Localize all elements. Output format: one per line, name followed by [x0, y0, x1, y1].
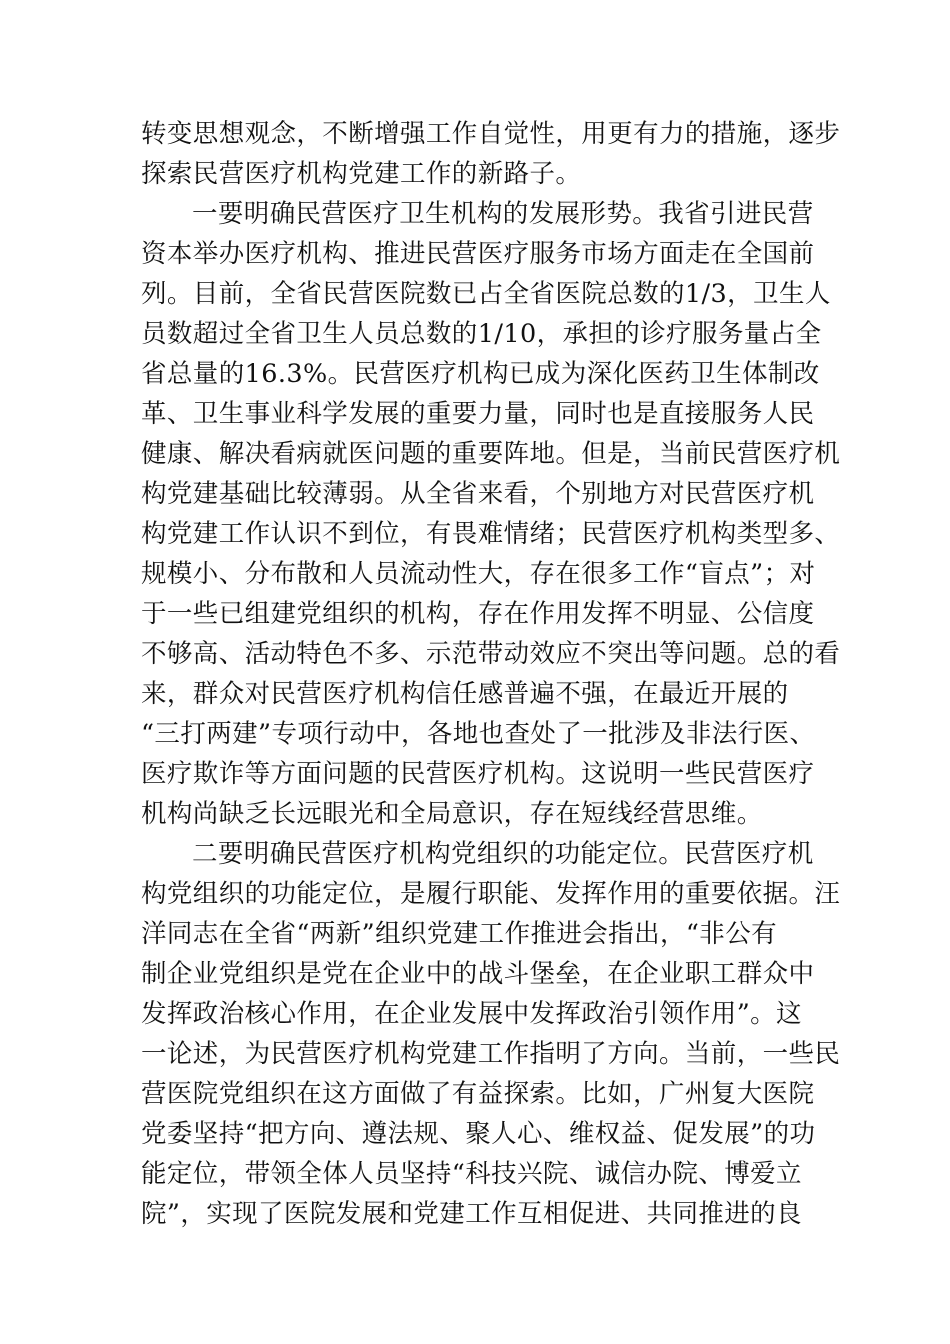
- text-line: 健康、解决看病就医问题的重要阵地。但是，当前民营医疗机: [141, 439, 841, 469]
- text-line: 于一些已组建党组织的机构，存在作用发挥不明显、公信度: [141, 599, 815, 629]
- text-line: 构党建工作认识不到位，有畏难情绪；民营医疗机构类型多、: [141, 519, 841, 549]
- text-line: 院”，实现了医院发展和党建工作互相促进、共同推进的良: [141, 1199, 802, 1229]
- text-line: 医疗欺诈等方面问题的民营医疗机构。这说明一些民营医疗: [141, 759, 815, 789]
- text-line: 构党组织的功能定位，是履行职能、发挥作用的重要依据。汪: [141, 879, 841, 909]
- text-line: 探索民营医疗机构党建工作的新路子。: [141, 159, 582, 189]
- text-line: 员数超过全省卫生人员总数的1/10，承担的诊疗服务量占全: [141, 319, 822, 349]
- text-line: “三打两建”专项行动中，各地也查处了一批涉及非法行医、: [141, 719, 816, 749]
- text-line: 洋同志在全省“两新”组织党建工作推进会指出，“非公有: [141, 919, 778, 949]
- text-line: 机构尚缺乏长远眼光和全局意识，存在短线经营思维。: [141, 799, 763, 829]
- text-line: 列。目前，全省民营医院数已占全省医院总数的1/3，卫生人: [141, 279, 831, 309]
- text-line: 营医院党组织在这方面做了有益探索。比如，广州复大医院: [141, 1079, 815, 1109]
- text-line: 构党建基础比较薄弱。从全省来看，个别地方对民营医疗机: [141, 479, 815, 509]
- text-line: 发挥政治核心作用，在企业发展中发挥政治引领作用”。这: [141, 999, 802, 1029]
- text-line: 规模小、分布散和人员流动性大，存在很多工作“盲点”；对: [141, 559, 816, 589]
- text-line: 资本举办医疗机构、推进民营医疗服务市场方面走在全国前: [141, 239, 815, 269]
- text-line: 一论述，为民营医疗机构党建工作指明了方向。当前，一些民: [141, 1039, 841, 1069]
- text-line: 来，群众对民营医疗机构信任感普遍不强，在最近开展的: [141, 679, 789, 709]
- paragraph-start-line: 二要明确民营医疗机构党组织的功能定位。民营医疗机: [192, 839, 814, 869]
- text-line: 党委坚持“把方向、遵法规、聚人心、维权益、促发展”的功: [141, 1119, 816, 1149]
- text-line: 能定位，带领全体人员坚持“科技兴院、诚信办院、博爱立: [141, 1159, 802, 1189]
- text-line: 不够高、活动特色不多、示范带动效应不突出等问题。总的看: [141, 639, 841, 669]
- text-line: 转变思想观念，不断增强工作自觉性，用更有力的措施，逐步: [141, 119, 841, 149]
- text-line: 革、卫生事业科学发展的重要力量，同时也是直接服务人民: [141, 399, 815, 429]
- text-line: 省总量的16.3%。民营医疗机构已成为深化医药卫生体制改: [141, 359, 820, 389]
- text-line: 制企业党组织是党在企业中的战斗堡垒，在企业职工群众中: [141, 959, 815, 989]
- body-text: [141, 114, 841, 1234]
- paragraph-start-line: 一要明确民营医疗卫生机构的发展形势。我省引进民营: [192, 199, 814, 229]
